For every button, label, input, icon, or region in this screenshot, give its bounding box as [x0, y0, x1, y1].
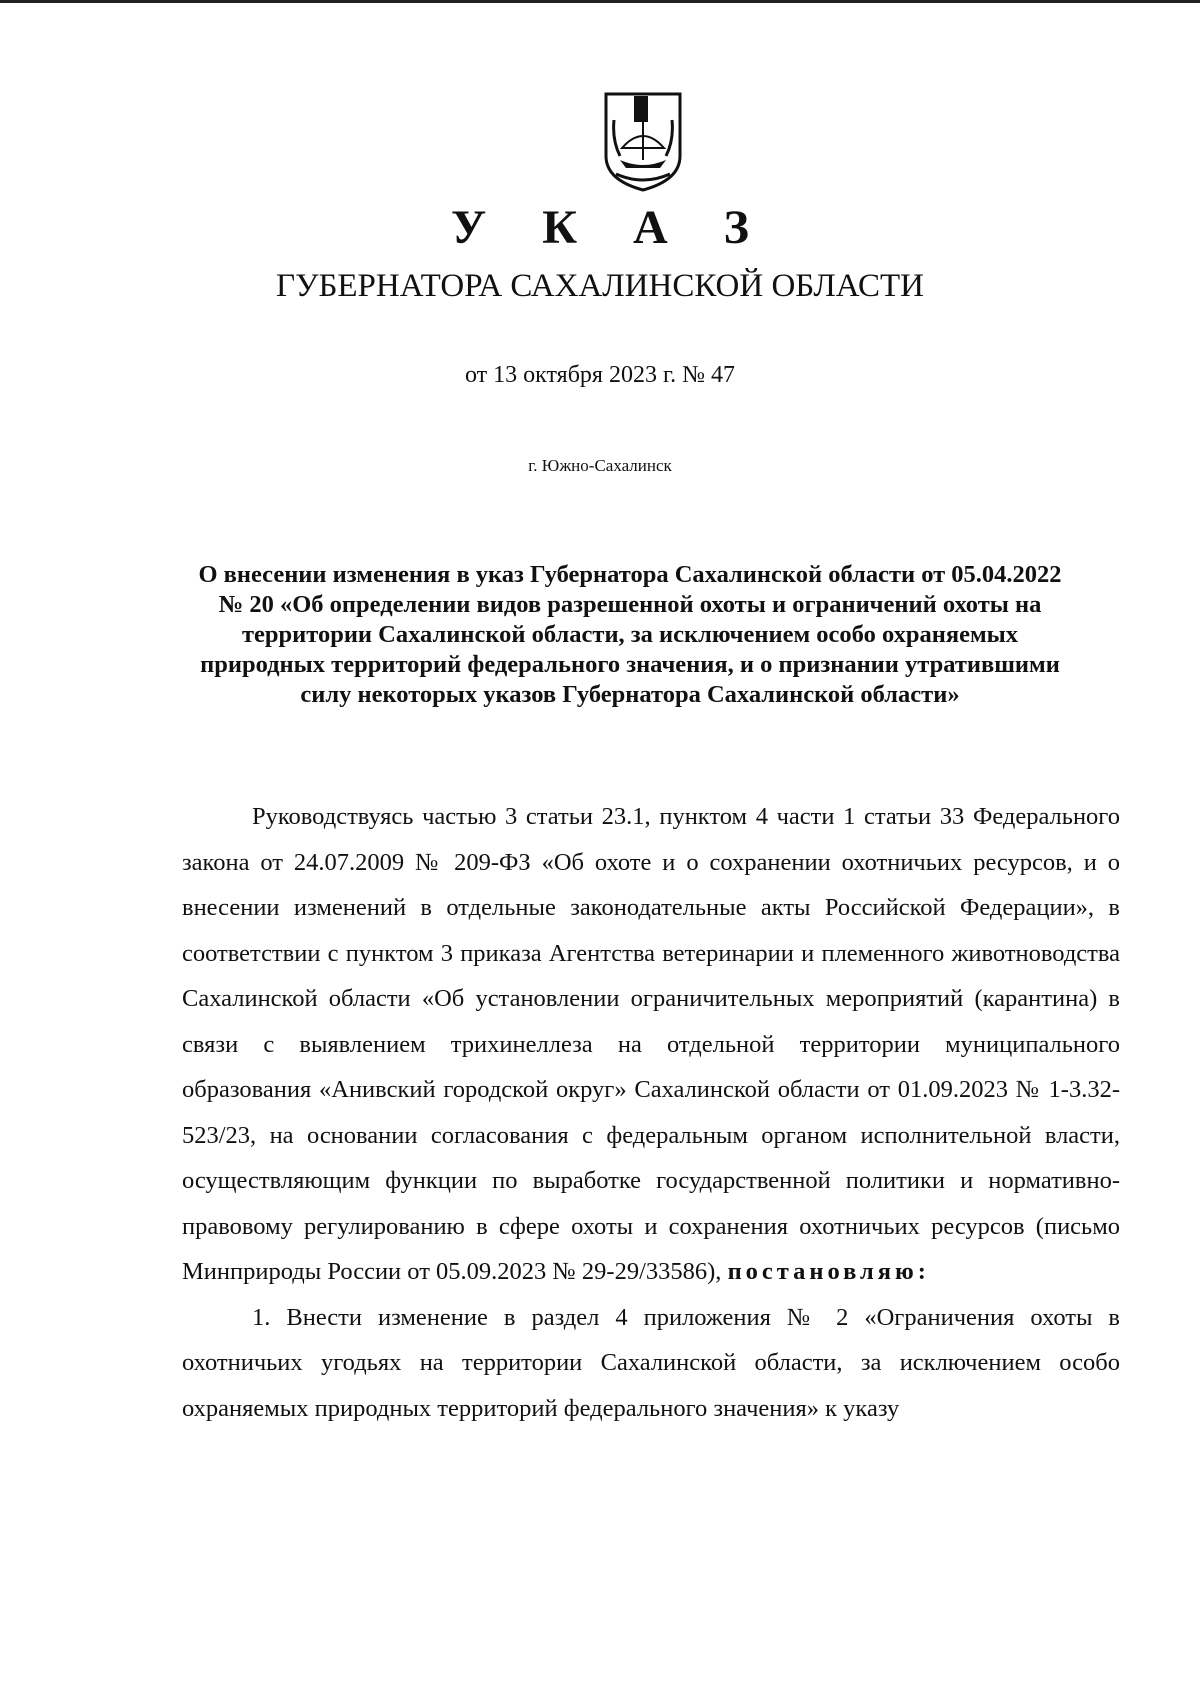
decree-body: [182, 794, 1120, 1431]
sakhalin-coat-of-arms-icon: [600, 90, 686, 192]
decree-subject: О внесении изменения в указ Губернатора Сахалинской области от 05.04.2022 № 20 «Об определении видов разрешенной охоты и ограничений охоты на территории Сахалинской области, за исключением особо охраняемых природных территорий федерального значения, и о признании утратившими силу некоторых указов Губернатора Сахалинской области»: [198, 561, 1062, 708]
preamble-paragraph: [182, 794, 1120, 1295]
item-1-paragraph: 1. Внести изменение в раздел 4 приложения № 2 «Ограничения охоты в охотничьих угодьях на территории Сахалинской области, за исключением особо охраняемых природных территорий федерального значения» к указу: [182, 1303, 1120, 1422]
scan-top-edge: [0, 0, 1200, 3]
decree-title: У К А З: [450, 201, 772, 254]
preamble-text: Руководствуясь частью 3 статьи 23.1, пунктом 4 части 1 статьи 33 Федерального закона от 24.07.2009 № 209-ФЗ «Об охоте и о сохранении охотничьих ресурсов, и о внесении изменений в отдельные законодательные акты Российской Федерации», в соответствии с пунктом 3 приказа Агентства ветеринарии и племенного животноводства Сахалинской области «Об установлении ограничительных мероприятий (карантина) в связи с выявлением трихинеллеза на отдельной территории муниципального образования «Анивский городской округ» Сахалинской области от 01.09.2023 № 1-3.32-523/23, на основании согласования с федеральным органом исполнительной власти, осуществляющим функции по выработке государственной политики и нормативно-правовому регулированию в сфере охоты и сохранения охотничьих ресурсов (письмо Минприроды России от 05.09.2023 № 29-29/33586),: [182, 803, 1120, 1285]
city-of-issue: г. Южно-Сахалинск: [528, 456, 672, 475]
issuing-authority: ГУБЕРНАТОРА САХАЛИНСКОЙ ОБЛАСТИ: [276, 268, 924, 304]
decree-date-number: от 13 октября 2023 г. № 47: [464, 362, 735, 388]
resolves-word: постановляю:: [727, 1258, 930, 1285]
